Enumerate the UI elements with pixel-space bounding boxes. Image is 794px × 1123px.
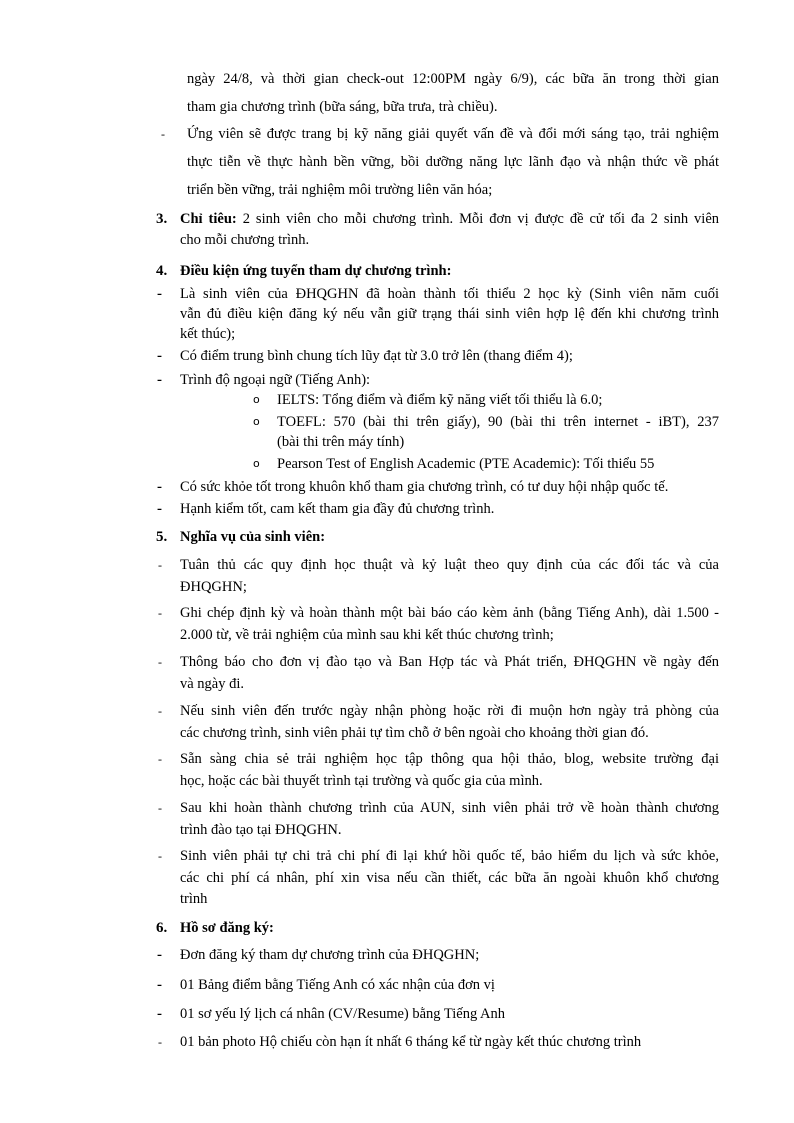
sub-bullet-circle: o [253, 393, 260, 406]
bullet-dash: - [157, 977, 162, 993]
bullet-dash: - [157, 501, 162, 517]
text-line: triển bền vững, trải nghiệm môi trường liên văn hóa; [187, 182, 493, 198]
text-line: học, hoặc các bài thuyết trình tại trường và quốc gia của mình. [180, 773, 543, 789]
text-line: 01 bản photo Hộ chiếu còn hạn ít nhất 6 tháng kể từ ngày kết thúc chương trình [180, 1034, 642, 1050]
text-line: trình đào tạo tại ĐHQGHN. [180, 822, 342, 838]
text-line: ĐHQGHN; [180, 579, 247, 595]
bullet-dash: - [158, 606, 162, 620]
sub-bullet-circle: o [253, 415, 260, 428]
text-line: tham gia chương trình (bữa sáng, bữa trưa, trà chiều). [187, 99, 498, 115]
text-line: và ngày đi. [180, 676, 245, 692]
text-line: Pearson Test of English Academic (PTE Academic): Tối thiểu 55 [277, 456, 655, 472]
bullet-dash: - [157, 372, 162, 388]
text-line: 2.000 từ, về trải nghiệm của mình sau khi kết thúc chương trình; [180, 627, 554, 643]
section-number: 4. [156, 263, 168, 279]
text-line: Có điểm trung bình chung tích lũy đạt từ 3.0 trở lên (thang điểm 4); [180, 348, 573, 364]
text-line: kết thúc); [180, 326, 236, 342]
text-line: trình [180, 891, 208, 907]
text-line: Sinh viên phải tự chi trả chi phí đi lại khứ hồi quốc tế, bảo hiểm du lịch và sức khỏe, [180, 848, 719, 864]
bullet-dash: - [161, 127, 165, 141]
text-line: Tuân thủ các quy định học thuật và kỷ luật theo quy định của các đối tác và của [180, 557, 719, 573]
text-line: thực tiễn về thực hành bền vững, bồi dưỡng năng lực lãnh đạo và nhận thức về phát [187, 154, 719, 170]
text-line: ngày 24/8, và thời gian check-out 12:00PM ngày 6/9), các bữa ăn trong thời gian [187, 71, 719, 87]
text-line: 01 Bảng điểm bằng Tiếng Anh có xác nhận của đơn vị [180, 977, 495, 993]
bullet-dash: - [158, 558, 162, 572]
section-3-line [180, 209, 719, 229]
section-3-text: 2 sinh viên cho mỗi chương trình. Mỗi đơn vị được đề cử tối đa 2 sinh viên [236, 211, 720, 227]
text-line: Ghi chép định kỳ và hoàn thành một bài báo cáo kèm ảnh (bằng Tiếng Anh), dài 1.500 - [180, 605, 719, 621]
text-line: IELTS: Tổng điểm và điểm kỹ năng viết tối thiểu là 6.0; [277, 392, 603, 408]
text-line: Có sức khỏe tốt trong khuôn khổ tham gia chương trình, có tư duy hội nhập quốc tế. [180, 479, 669, 495]
text-line: Sau khi hoàn thành chương trình của AUN, sinh viên phải trở về hoàn thành chương [180, 800, 719, 816]
bullet-dash: - [158, 1035, 162, 1049]
text-line: các chi phí cá nhân, phí xin visa nếu cần thiết, các bữa ăn ngoài khuôn khổ chương [180, 870, 719, 886]
section-number: 5. [156, 529, 168, 545]
section-title: Điều kiện ứng tuyển tham dự chương trình: [180, 263, 452, 279]
section-number: 3. [156, 211, 168, 227]
text-line: Nếu sinh viên đến trước ngày nhận phòng hoặc rời đi muộn hơn ngày trả phòng của [180, 703, 719, 719]
bullet-dash: - [158, 655, 162, 669]
text-line: các chương trình, sinh viên phải tự tìm chỗ ở bên ngoài cho khoảng thời gian đó. [180, 725, 649, 741]
text-line: Trình độ ngoại ngữ (Tiếng Anh): [180, 372, 371, 388]
text-line: Đơn đăng ký tham dự chương trình của ĐHQGHN; [180, 947, 480, 963]
text-line: vẫn đủ điều kiện đăng ký nếu vẫn giữ trạng thái sinh viên hợp lệ đến khi chương trình [180, 306, 719, 322]
text-line: cho mỗi chương trình. [180, 232, 310, 248]
sub-bullet-circle: o [253, 457, 260, 470]
section-3-label: Chỉ tiêu: [180, 211, 237, 227]
text-line: Thông báo cho đơn vị đào tạo và Ban Hợp tác và Phát triển, ĐHQGHN về ngày đến [180, 654, 719, 670]
bullet-dash: - [158, 704, 162, 718]
text-line: (bài thi trên máy tính) [277, 434, 405, 450]
text-line: Hạnh kiểm tốt, cam kết tham gia đầy đủ chương trình. [180, 501, 495, 517]
text-line: Sẵn sàng chia sẻ trải nghiệm học tập thông qua hội thảo, blog, website trường đại [180, 751, 719, 767]
bullet-dash: - [157, 348, 162, 364]
section-title: Nghĩa vụ của sinh viên: [180, 529, 326, 545]
bullet-dash: - [158, 752, 162, 766]
bullet-dash: - [157, 286, 162, 302]
bullet-dash: - [157, 479, 162, 495]
text-line: TOEFL: 570 (bài thi trên giấy), 90 (bài thi trên internet - iBT), 237 [277, 414, 719, 430]
bullet-dash: - [158, 801, 162, 815]
text-line: Là sinh viên của ĐHQGHN đã hoàn thành tối thiểu 2 học kỳ (Sinh viên năm cuối [180, 286, 719, 302]
section-title: Hồ sơ đăng ký: [180, 920, 274, 936]
bullet-dash: - [157, 1006, 162, 1022]
bullet-dash: - [157, 947, 162, 963]
text-line: 01 sơ yếu lý lịch cá nhân (CV/Resume) bằng Tiếng Anh [180, 1006, 506, 1022]
text-line: Ứng viên sẽ được trang bị kỹ năng giải quyết vấn đề và đổi mới sáng tạo, trải nghiệm [187, 126, 719, 142]
section-number: 6. [156, 920, 168, 936]
bullet-dash: - [158, 849, 162, 863]
